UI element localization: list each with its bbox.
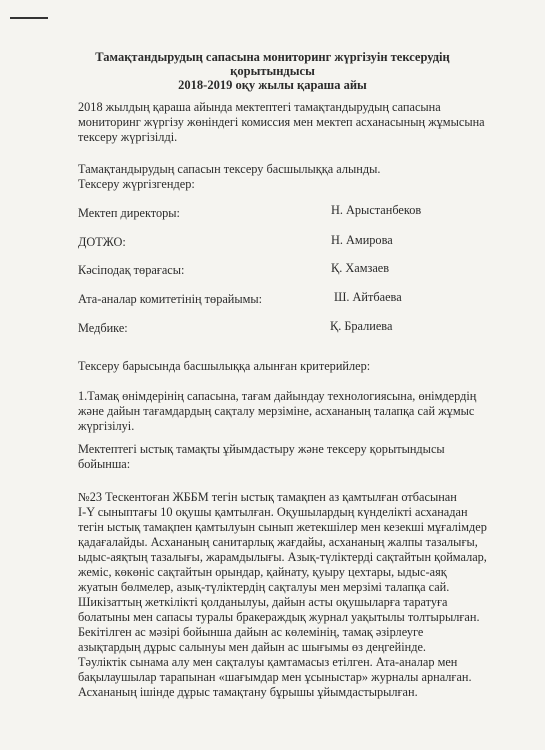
results-paragraph xyxy=(78,490,528,700)
text-line: бақылаушылар тарапынан «шағымдар мен ұсыныстар» журналы арналған. xyxy=(78,670,472,684)
title-line: Тамақтандырудың сапасына мониторинг жүргізуін тексерудің xyxy=(95,50,450,64)
text-line: №23 Тескентоған ЖББМ тегін ыстық тамақпен аз қамтылған отбасынан xyxy=(78,490,457,504)
signatory-name: Қ. Бралиева xyxy=(330,319,393,333)
text-line: тегін ыстық тамақпен қамтылуын сынып жетекшілер мен кезекші мұғалімдер xyxy=(78,520,487,534)
signatory-role: Мектеп директоры: xyxy=(78,206,180,220)
text-line: бойынша: xyxy=(78,457,131,471)
signatory-role: ДОТЖО: xyxy=(78,235,126,249)
criteria-item xyxy=(78,389,528,434)
text-line: Асхананың ішінде дұрыс тамақтану бұрышы ұйымдастырылған. xyxy=(78,685,418,699)
signatory-name: Н. Амирова xyxy=(331,233,393,247)
title-line: қорытындысы xyxy=(230,64,315,78)
text-line: Тәуліктік сынама алу мен сақталуы қамтамасыз етілген. Ата-аналар мен xyxy=(78,655,458,669)
text-line: тексеру жүргізілді. xyxy=(78,130,178,144)
text-line: Тамақтандырудың сапасын тексеру басшылыққа алынды. xyxy=(78,162,381,176)
signatory-name: Н. Арыстанбеков xyxy=(331,203,422,217)
text-line: азықтардың дұрыс салынуы мен дайын ас шығымы өз деңгейінде. xyxy=(78,640,427,654)
text-line: Мектептегі ыстық тамақты ұйымдастыру және тексеру қорытындысы xyxy=(78,442,445,456)
scan-mark xyxy=(10,17,48,19)
text-line: ыдыс-аяқтың тазалығы, жарамдылығы. Азық-түліктерді сақтайтын қоймалар, xyxy=(78,550,487,564)
text-line: 1.Тамақ өнімдерінің сапасына, тағам дайындау технологиясына, өнімдердің xyxy=(78,389,477,403)
text-line: Бекітілген ас мәзірі бойынша дайын ас көлемінің, тамақ әзірлеуге xyxy=(78,625,424,639)
document-title xyxy=(0,50,545,92)
text-line: және дайын тағамдардың сақталу мерзіміне, асхананың талапқа сай жұмыс xyxy=(78,404,475,418)
text-line: жуатын бөлмелер, азық-түліктердің сақталуы мен мерзімі талапқа сай. xyxy=(78,580,450,594)
text-line: мониторинг жүргізу жөніндегі комиссия мен мектеп асханасының жұмысына xyxy=(78,115,485,129)
signatory-role: Кәсіподақ төрағасы: xyxy=(78,263,185,277)
text-line: Тексеру барысында басшылыққа алынған критерийлер: xyxy=(78,359,371,373)
intro-paragraph xyxy=(78,100,518,145)
signatory-role: Ата-аналар комитетінің төрайымы: xyxy=(78,292,263,306)
signatory-role: Медбике: xyxy=(78,321,128,335)
signatory-name: Қ. Хамзаев xyxy=(331,261,390,275)
text-line: Тексеру жүргізгендер: xyxy=(78,177,195,191)
text-line: болатыны мен сапасы туралы бракераждық журнал уақытылы толтырылған. xyxy=(78,610,480,624)
title-date: 2018-2019 оқу жылы қараша айы xyxy=(178,78,367,92)
text-line: Шикізаттың жеткілікті қолданылуы, дайын асты оқушыларға таратуға xyxy=(78,595,448,609)
text-line: жүргізілуі. xyxy=(78,419,135,433)
text-line: I-Y сыныптағы 10 оқушы қамтылған. Оқушылардың күнделікті асханадан xyxy=(78,505,468,519)
results-heading xyxy=(78,442,528,472)
text-line: қадағалайды. Асхананың санитарлық жағдайы, асхананың жалпы тазалығы, xyxy=(78,535,478,549)
check-paragraph xyxy=(78,162,518,192)
criteria-heading xyxy=(78,359,528,374)
text-line: жеміс, көкөніс сақтайтын орындар, қайнату, қуыру цехтары, ыдыс-аяқ xyxy=(78,565,447,579)
signatory-name: Ш. Айтбаева xyxy=(334,290,402,304)
text-line: 2018 жылдың қараша айында мектептегі тамақтандырудың сапасына xyxy=(78,100,441,114)
